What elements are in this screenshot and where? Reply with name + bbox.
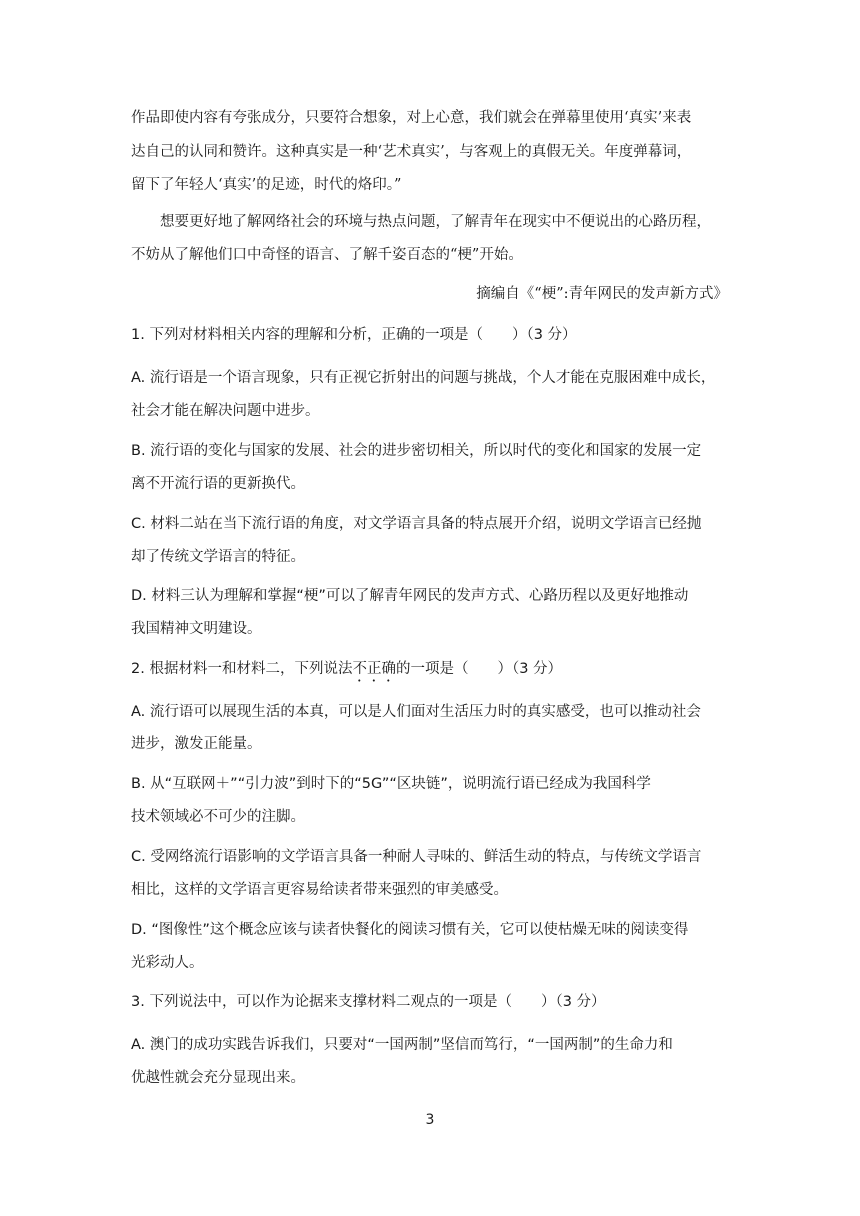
q2-option-a: A. 流行语可以展现生活的本真，可以是人们面对生活压力时的真实感受，也可以推动社会 (131, 704, 701, 720)
source-citation: 摘编自《“梗”:青年网民的发声新方式》 (476, 286, 728, 302)
passage-line: 达自己的认同和赞许。这种真实是一种‘艺术真实’，与客观上的真假无关。年度弹幕词， (131, 144, 692, 160)
q2-option-b: B. 从“互联网＋”“引力波”到时下的“5G”“区块链”，说明流行语已经成为我国科学 (131, 776, 651, 792)
q2-option-d-cont: 光彩动人。 (131, 955, 204, 971)
q2-option-c-cont: 相比，这样的文学语言更容易给读者带来强烈的审美感受。 (131, 882, 508, 898)
q1-option-c-cont: 却了传统文学语言的特征。 (131, 549, 305, 565)
q1-option-a: A. 流行语是一个语言现象，只有正视它折射出的问题与挑战，个人才能在克服困难中成长， (131, 370, 716, 386)
q3-option-a: A. 澳门的成功实践告诉我们，只要对“一国两制”坚信而笃行，“一国两制”的生命力和 (131, 1037, 673, 1053)
q2-option-d: D. “图像性”这个概念应该与读者快餐化的阅读习惯有关，它可以使枯燥无味的阅读变得 (131, 922, 689, 938)
page-number: 3 (425, 1112, 435, 1128)
q1-option-d-cont: 我国精神文明建设。 (131, 621, 262, 637)
q1-option-b-cont: 离不开流行语的更新换代。 (131, 476, 305, 492)
passage-line: 想要更好地了解网络社会的环境与热点问题，了解青年在现实中不便说出的心路历程， (160, 214, 711, 230)
q2-option-b-cont: 技术领域必不可少的注脚。 (131, 809, 305, 825)
passage-line: 作品即使内容有夸张成分，只要符合想象，对上心意，我们就会在弹幕里使用‘真实’来表 (131, 110, 692, 126)
q1-option-c: C. 材料二站在当下流行语的角度，对文学语言具备的特点展开介绍，说明文学语言已经抛 (131, 516, 702, 532)
question-2-stem (131, 659, 562, 685)
passage-line: 留下了年轻人‘真实’的足迹，时代的烙印。” (131, 177, 402, 193)
q1-option-b: B. 流行语的变化与国家的发展、社会的进步密切相关，所以时代的变化和国家的发展一定 (131, 443, 702, 459)
q2-stem-after: 的一项是（ ）（3 分） (395, 661, 563, 677)
question-3-stem: 3. 下列说法中，可以作为论据来支撑材料二观点的一项是（ ）（3 分） (131, 994, 606, 1010)
q2-stem-emphasis: 不正确 (352, 661, 396, 677)
question-1-stem: 1. 下列对材料相关内容的理解和分析，正确的一项是（ ）（3 分） (131, 327, 577, 343)
q3-option-a-cont: 优越性就会充分显现出来。 (131, 1070, 305, 1086)
passage-line: 不妨从了解他们口中奇怪的语言、了解千姿百态的“梗”开始。 (131, 247, 523, 263)
q2-stem-before: 2. 根据材料一和材料二，下列说法 (131, 661, 353, 677)
q1-option-d: D. 材料三认为理解和掌握“梗”可以了解青年网民的发声方式、心路历程以及更好地推动 (131, 588, 689, 604)
q1-option-a-cont: 社会才能在解决问题中进步。 (131, 403, 320, 419)
q2-option-a-cont: 进步，激发正能量。 (131, 736, 262, 752)
q2-option-c: C. 受网络流行语影响的文学语言具备一种耐人寻味的、鲜活生动的特点，与传统文学语言 (131, 849, 702, 865)
